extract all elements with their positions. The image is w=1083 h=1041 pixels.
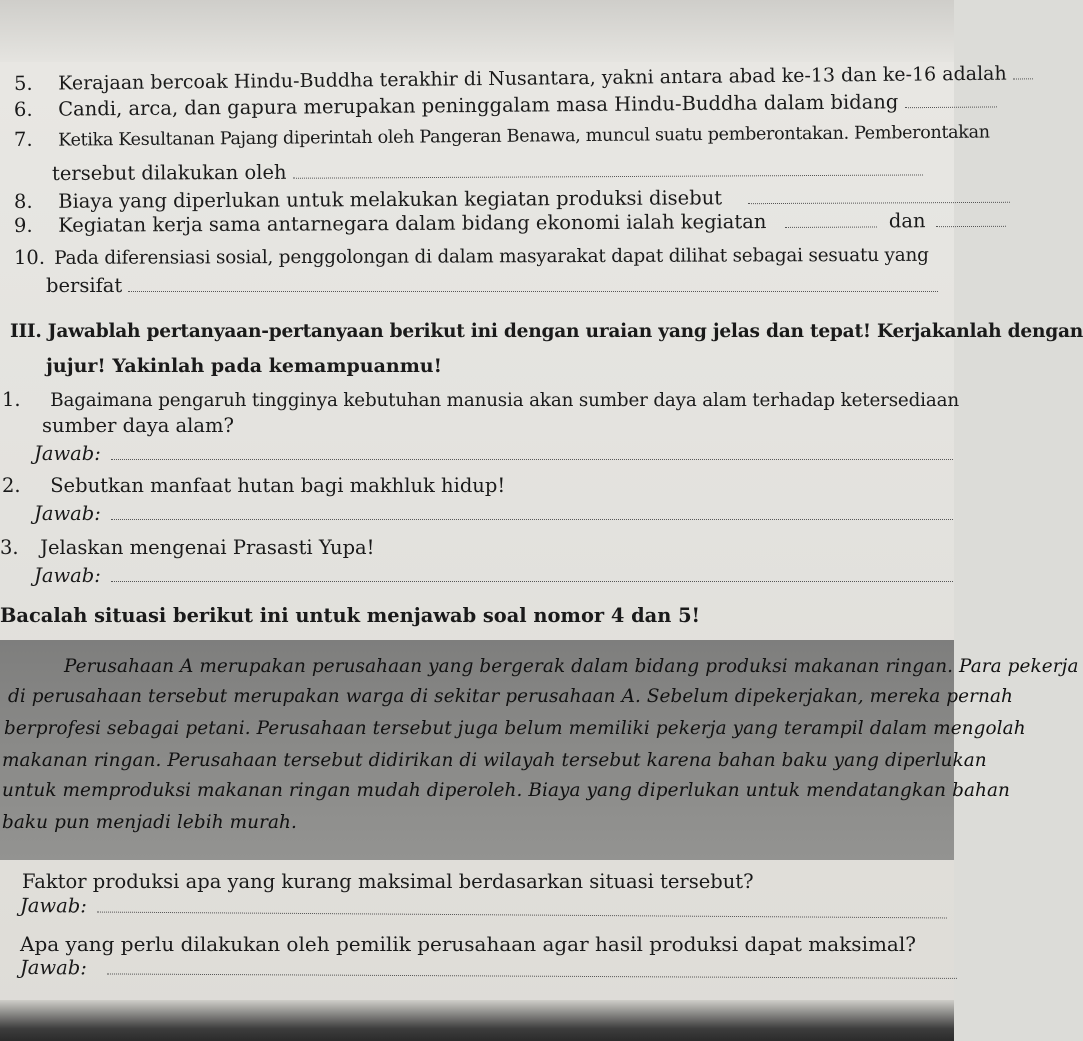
answer-blank[interactable] bbox=[904, 89, 996, 108]
question-text: Sebutkan manfaat hutan bagi makhluk hidup! bbox=[50, 474, 506, 497]
answer-blank[interactable] bbox=[111, 564, 953, 582]
answer-blank[interactable] bbox=[293, 157, 923, 178]
section-3-heading-continued: jujur! Yakinlah pada kemampuanmu! bbox=[46, 355, 442, 377]
section-3-heading: III. Jawablah pertanyaan-pertanyaan berikut ini dengan uraian yang jelas dan tepat! Kerjakanlah dengan bbox=[10, 321, 1083, 342]
passage-line: Perusahaan A merupakan perusahaan yang bergerak dalam bidang produksi makanan ringan. Para pekerja bbox=[64, 656, 1079, 677]
question-number: 5. bbox=[13, 71, 33, 95]
question-text: Jelaskan mengenai Prasasti Yupa! bbox=[40, 536, 375, 559]
answer-blank[interactable] bbox=[111, 442, 953, 460]
answer-line-1 bbox=[34, 442, 988, 466]
answer-label: Jawab: bbox=[19, 894, 87, 918]
question-10-continued bbox=[46, 274, 1000, 298]
question-text: Ketika Kesultanan Pajang diperintah oleh Pangeran Benawa, muncul suatu pemberontakan. Pemberontakan bbox=[58, 122, 990, 151]
answer-blank[interactable] bbox=[128, 274, 938, 292]
question-number: 10. bbox=[13, 245, 46, 269]
essay-question-1 bbox=[2, 388, 959, 413]
question-number: 7. bbox=[13, 127, 33, 151]
answer-blank[interactable] bbox=[107, 956, 957, 978]
passage-line: berprofesi sebagai petani. Perusahaan tersebut juga belum memiliki pekerja yang terampil dalam mengolah bbox=[4, 718, 1026, 739]
answer-label: Jawab: bbox=[34, 564, 101, 587]
passage-line: di perusahaan tersebut merupakan warga di sekitar perusahaan A. Sebelum dipekerjakan, mereka pernah bbox=[8, 686, 1013, 707]
answer-label: Jawab: bbox=[19, 956, 87, 980]
passage-line: baku pun menjadi lebih murah. bbox=[2, 812, 297, 833]
answer-blank[interactable] bbox=[97, 895, 947, 919]
question-text: dan bbox=[888, 209, 926, 233]
question-text: Biaya yang diperlukan untuk melakukan kegiatan produksi disebut bbox=[58, 186, 723, 213]
essay-question-4: Faktor produksi apa yang kurang maksimal berdasarkan situasi tersebut? bbox=[22, 870, 754, 893]
question-number: 6. bbox=[13, 97, 33, 121]
answer-blank[interactable] bbox=[785, 209, 877, 227]
question-text: bersifat bbox=[46, 274, 123, 297]
answer-line-3 bbox=[34, 564, 988, 588]
essay-question-5: Apa yang perlu dilakukan oleh pemilik perusahaan agar hasil produksi dapat maksimal? bbox=[20, 932, 916, 956]
situation-passage bbox=[0, 640, 1079, 860]
question-text: Kerajaan bercoak Hindu-Buddha terakhir di Nusantara, yakni antara abad ke-13 dan ke-16 adalah bbox=[58, 62, 1007, 95]
question-text: Candi, arca, dan gapura merupakan peninggalam masa Hindu-Buddha dalam bidang bbox=[58, 90, 899, 121]
question-text: Bagaimana pengaruh tingginya kebutuhan manusia akan sumber daya alam terhadap ketersediaan bbox=[50, 390, 959, 411]
answer-line-2 bbox=[34, 502, 988, 526]
question-text: Pada diferensiasi sosial, penggolongan di dalam masyarakat dapat dilihat sebagai sesuatu yang bbox=[54, 244, 929, 269]
question-text: Kegiatan kerja sama antarnegara dalam bidang ekonomi ialah kegiatan bbox=[58, 210, 767, 237]
answer-blank[interactable] bbox=[1013, 61, 1033, 79]
answer-line-5 bbox=[20, 956, 974, 985]
answer-blank[interactable] bbox=[111, 502, 953, 520]
essay-question-3 bbox=[0, 536, 954, 560]
question-7-continued bbox=[52, 157, 1006, 186]
essay-question-1-continued: sumber daya alam? bbox=[42, 414, 234, 437]
question-number: 8. bbox=[13, 189, 33, 213]
situation-intro: Bacalah situasi berikut ini untuk menjawab soal nomor 4 dan 5! bbox=[0, 604, 701, 627]
answer-blank[interactable] bbox=[748, 185, 1010, 204]
question-7 bbox=[13, 120, 990, 153]
question-text: tersebut dilakukan oleh bbox=[51, 160, 287, 185]
answer-label: Jawab: bbox=[34, 502, 101, 525]
question-number: 9. bbox=[13, 213, 33, 237]
question-number: 3. bbox=[0, 536, 19, 559]
answer-label: Jawab: bbox=[34, 442, 101, 465]
page-top-shadow bbox=[0, 0, 954, 62]
answer-line-4 bbox=[20, 894, 974, 925]
answer-blank[interactable] bbox=[936, 209, 1006, 227]
passage-line: makanan ringan. Perusahaan tersebut didirikan di wilayah tersebut karena bahan baku yang diperlukan bbox=[2, 750, 987, 771]
passage-line: untuk memproduksi makanan ringan mudah diperoleh. Biaya yang diperlukan untuk mendatangkan bahan bbox=[2, 780, 1010, 801]
question-6 bbox=[14, 90, 968, 122]
essay-question-2 bbox=[2, 474, 956, 498]
page-bottom-shadow bbox=[0, 1000, 954, 1041]
question-number: 1. bbox=[2, 388, 21, 411]
question-number: 2. bbox=[2, 474, 21, 497]
question-10 bbox=[14, 243, 968, 271]
question-9 bbox=[14, 209, 968, 238]
